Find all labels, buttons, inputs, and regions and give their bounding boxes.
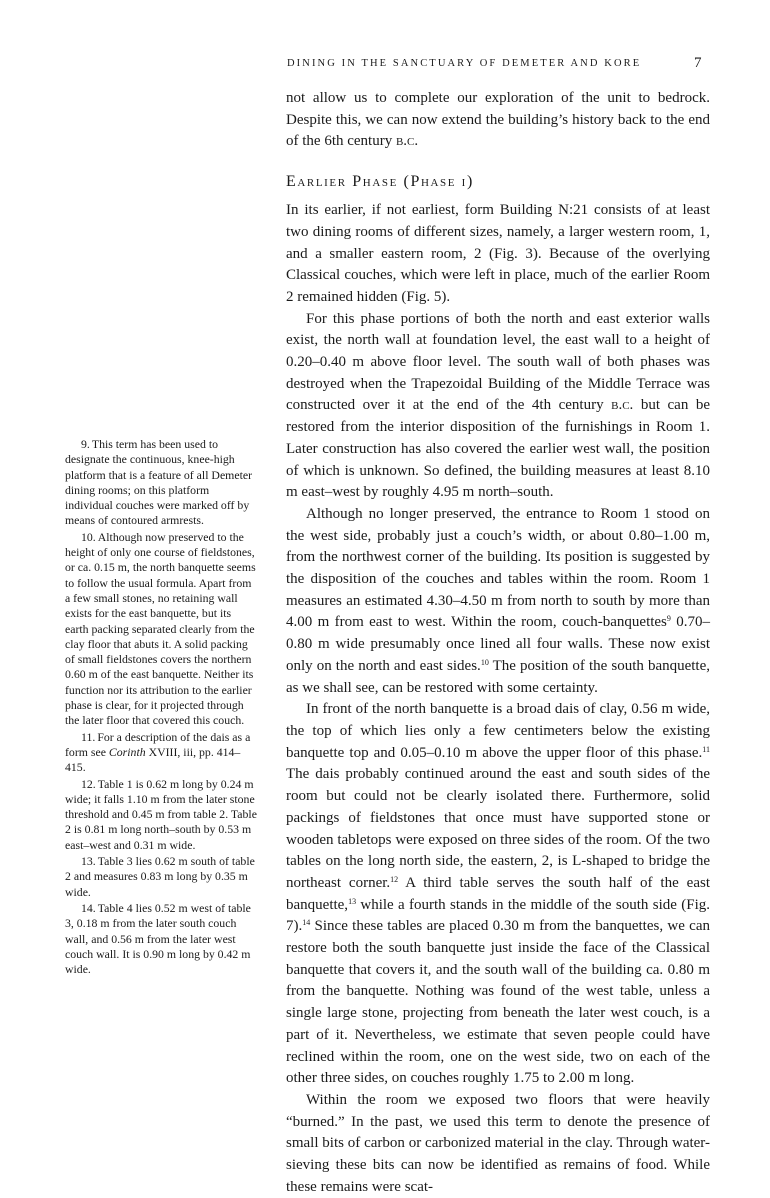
footnote-number: 14.	[81, 900, 96, 915]
paragraph-5: Within the room we exposed two floors that were heavily “burned.” In the past, we used this term to denote the presence of small bits of carbon or carbonized material in the clay. Through water-sieving these bits can now be identified as remains of food. While these remains were scat-	[286, 1091, 710, 1195]
footnote-text: Table 3 lies 0.62 m south of table 2 and measures 0.83 m long by 0.35 m wide.	[65, 854, 255, 899]
paragraph-3	[286, 504, 710, 699]
text-run: 0.70–0.80 m wide presumably once lined all four walls. These now exist only on the north and east sides.	[286, 614, 711, 674]
footnote-ref-11[interactable]: 11	[702, 744, 710, 754]
opening-paragraph	[286, 88, 710, 153]
footnote-number: 10.	[81, 529, 96, 544]
footnote-text: XVIII, iii, pp. 414–415.	[65, 744, 241, 775]
heading-paren: )	[466, 173, 474, 191]
text-run: not allow us to complete our exploration of the unit to bedrock. Despite this, we can now extend the building’s history back to the end of the 6th century	[286, 90, 710, 150]
page-number: 7	[694, 55, 702, 71]
text-run: In front of the north banquette is a broad dais of clay, 0.56 m wide, the top of which lies only a few centimeters below the existing banquette top and 0.05–0.10 m above the upper floor of this phase.	[286, 701, 710, 761]
small-caps-run: b.c.	[395, 133, 419, 150]
footnote-ref-13[interactable]: 13	[348, 896, 357, 906]
footnotes	[65, 437, 257, 978]
footnote	[65, 437, 257, 529]
footnote-ref-9[interactable]: 9	[666, 614, 671, 624]
text-run: Since these tables are placed 0.30 m from the banquettes, we can restore both the south banquette just inside the face of the Classical banquette that covers it, and the south wall of the building ca. 0.80 m from the banquette. Nothing was found of the west table, unless a single large stone, projecting from beneath the later west couch, is a part of it. Nevertheless, we estimate that seven people could have reclined within the room, one on the west side, two on each of the other three sides, on couches roughly 1.75 to 2.00 m long.	[286, 918, 710, 1087]
small-caps-run: b.c.	[611, 397, 634, 414]
footnote-text: Table 4 lies 0.52 m west of table 3, 0.18 m from the later south couch wall, and 0.56 m from the later west couch wall. It is 0.90 m long by 0.42 m wide.	[65, 900, 251, 977]
footnote	[65, 777, 257, 853]
footnote-italic-title: Corinth	[108, 744, 146, 759]
text-run: A third table serves the south half of the east banquette,	[286, 874, 710, 913]
text-run: but can be restored from the interior disposition of the furnishings in Room 1. Later construction has also covered the earlier west wall, the position of which is unknown. So defined, the building measures at least 8.10 m east–west by roughly 4.95 m north–south.	[286, 397, 710, 501]
text-run: Although no longer preserved, the entrance to Room 1 stood on the west side, probably just a couch’s width, or about 0.80–1.00 m, from the northwest corner of the building. Its position is suggested by the disposition of the couches and tables within the room. Room 1 measures an estimated 4.30–4.50 m from north to south by more than 4.00 m from east to west. Within the room, couch-banquettes	[286, 505, 710, 631]
footnote	[65, 530, 257, 729]
footnote-text: Although now preserved to the height of only one course of fieldstones, or ca. 0.15 m, the north banquette seems to follow the usual formula. Apart from a few small stones, no retaining wall exists for the east banquette, but its earth packing separated clearly from the clay floor that abuts it. A solid packing of small fieldstones covers the northern 0.60 m of the east banquette. Neither its function nor its attribution to the earlier phase is clear, for it projected through the later floor that covered this couch.	[65, 529, 256, 728]
footnote-ref-10[interactable]: 10	[480, 657, 489, 667]
paragraph-1: In its earlier, if not earliest, form Building N:21 consists of at least two dining rooms of different sizes, namely, a larger western room, 1, and a smaller eastern room, 2 (Fig. 3). Because of the overlying Classical couches, which were left in place, much of the earlier Room 2 remained hidden (Fig. 5).	[286, 202, 710, 305]
text-run: For this phase portions of both the north and east exterior walls exist, the north wall at foundation level, the east wall to a height of 0.20–0.40 m above floor level. The south wall of both phases was destroyed when the Trapezoidal Building of the Middle Terrace was constructed over it at the end of the 4th century	[286, 310, 710, 414]
footnote-number: 9.	[81, 437, 90, 451]
footnote-number: 13.	[81, 854, 96, 869]
footnote-text: Table 1 is 0.62 m long by 0.24 m wide; it falls 1.10 m from the later stone threshold and 0.45 m from table 2. Table 2 is 0.81 m long north–south by 0.53 m east–west and 0.31 m wide.	[65, 776, 257, 852]
footnote	[65, 854, 257, 900]
main-text	[286, 88, 710, 1198]
heading-text: Earlier Phase (Phase	[286, 173, 462, 191]
footnote-text: For a description of the dais as a form see	[65, 729, 251, 759]
footnote	[65, 730, 257, 776]
section-heading	[286, 171, 710, 193]
footnote-number: 11.	[81, 729, 96, 744]
text-run: The position of the south banquette, as we shall see, can be restored with some certainty.	[286, 657, 710, 696]
heading-numeral: i	[461, 173, 467, 191]
text-run: while a fourth stands in the middle of the south side (Fig. 7).	[286, 896, 710, 935]
running-head: DINING IN THE SANCTUARY OF DEMETER AND KORE	[287, 58, 642, 69]
paragraph-4	[286, 699, 710, 1090]
footnote-ref-12[interactable]: 12	[390, 874, 399, 884]
text-run: The dais probably continued around the east and south sides of the room but could not be clearly isolated there. Furthermore, solid packings of fieldstones that once must have supported stone or wooden tabletops were exposed on three sides of the room. Of the two tables on the long north side, the eastern, 2, is L-shaped to bridge the northeast corner.	[286, 766, 710, 891]
footnote-text: This term has been used to designate the continuous, knee-high platform that is a feature of all Demeter dining rooms; on this platform individual couches were marked off by means of contoured armrests.	[65, 437, 253, 528]
paragraph-2	[286, 309, 710, 504]
footnote-number: 12.	[81, 776, 96, 791]
footnote	[65, 901, 257, 977]
footnote-ref-14[interactable]: 14	[302, 918, 311, 928]
